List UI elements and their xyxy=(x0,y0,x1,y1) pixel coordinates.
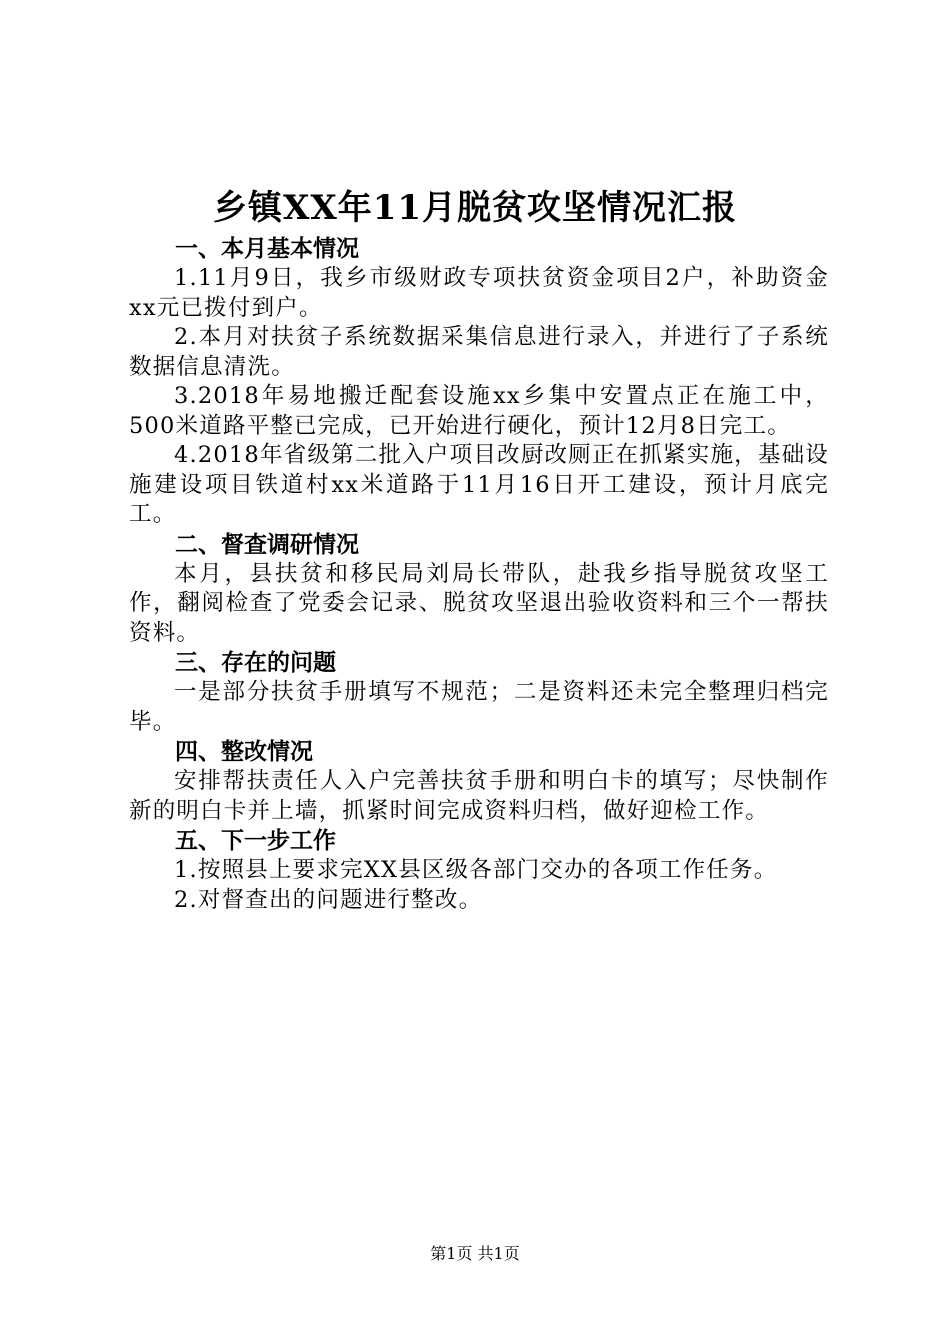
section-heading: 四、整改情况 xyxy=(175,738,313,765)
paragraph: 3.2018年易地搬迁配套设施xx乡集中安置点正在施工中，500米道路平整已完成，已开始进行硬化，预计12月8日完工。 xyxy=(129,383,829,439)
section-heading: 二、督查调研情况 xyxy=(175,530,359,558)
paragraph: 2.对督查出的问题进行整改。 xyxy=(174,886,483,913)
page-footer: 第1页 共1页 xyxy=(430,1244,520,1263)
section-heading: 五、下一步工作 xyxy=(175,827,336,854)
section-rectification xyxy=(129,737,829,826)
section-basic-situation xyxy=(129,234,829,530)
paragraph: 安排帮扶责任人入户完善扶贫手册和明白卡的填写；尽快制作新的明白卡并上墙，抓紧时间完成资料归档，做好迎检工作。 xyxy=(129,768,829,824)
section-problems xyxy=(129,648,829,737)
paragraph: 2.本月对扶贫子系统数据采集信息进行录入，并进行了子系统数据信息清洗。 xyxy=(129,324,829,380)
document-body xyxy=(129,234,829,915)
section-next-steps xyxy=(129,826,829,915)
section-heading: 三、存在的问题 xyxy=(175,649,336,676)
paragraph: 1.11月9日，我乡市级财政专项扶贫资金项目2户，补助资金xx元已拨付到户。 xyxy=(129,265,829,321)
paragraph: 本月，县扶贫和移民局刘局长带队，赴我乡指导脱贫攻坚工作，翻阅检查了党委会记录、脱贫攻坚退出验收资料和三个一帮扶资料。 xyxy=(129,560,829,646)
paragraph: 一是部分扶贫手册填写不规范；二是资料还未完全整理归档完毕。 xyxy=(129,679,829,735)
document-title: 乡镇XX年11月脱贫攻坚情况汇报 xyxy=(212,188,738,228)
paragraph: 1.按照县上要求完XX县区级各部门交办的各项工作任务。 xyxy=(174,857,778,883)
section-inspection xyxy=(129,530,829,649)
paragraph: 4.2018年省级第二批入户项目改厨改厕正在抓紧实施，基础设施建设项目铁道村xx米道路于11月16日开工建设，预计月底完工。 xyxy=(129,442,829,527)
section-heading: 一、本月基本情况 xyxy=(175,235,359,262)
